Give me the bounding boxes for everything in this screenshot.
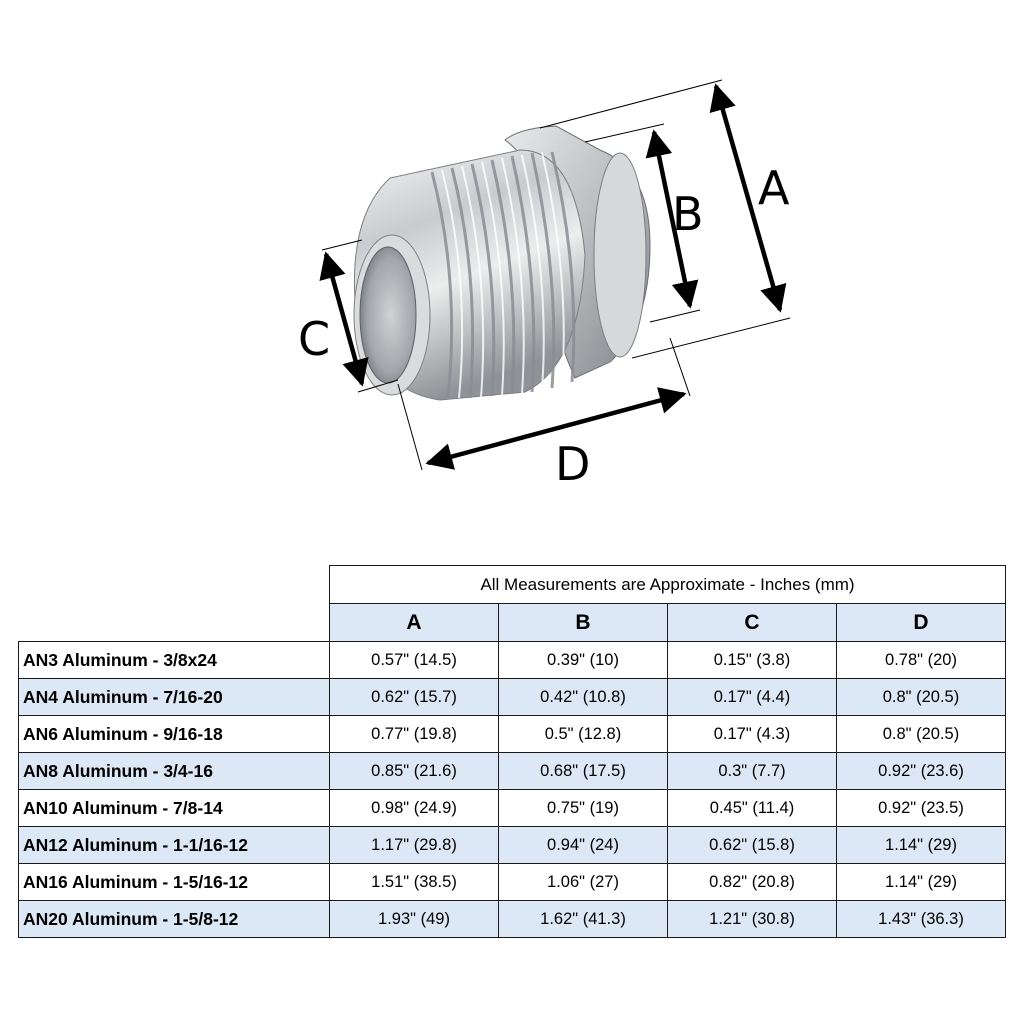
cell-a: 0.77" (19.8) <box>330 716 499 753</box>
cell-d: 0.8" (20.5) <box>837 679 1006 716</box>
cell-c: 0.3" (7.7) <box>668 753 837 790</box>
cell-b: 1.06" (27) <box>499 864 668 901</box>
table-corner-blank <box>19 566 330 604</box>
cell-a: 0.62" (15.7) <box>330 679 499 716</box>
table-caption: All Measurements are Approximate - Inches (mm) <box>330 566 1006 604</box>
cell-b: 0.75" (19) <box>499 790 668 827</box>
front-bore <box>354 235 430 395</box>
dimension-b-extension-bottom <box>650 310 700 322</box>
dimension-a-extension-top <box>540 80 722 128</box>
cell-d: 0.8" (20.5) <box>837 716 1006 753</box>
cell-b: 0.94" (24) <box>499 827 668 864</box>
cell-a: 0.85" (21.6) <box>330 753 499 790</box>
row-label: AN8 Aluminum - 3/4-16 <box>19 753 330 790</box>
cell-a: 0.57" (14.5) <box>330 642 499 679</box>
row-label: AN20 Aluminum - 1-5/8-12 <box>19 901 330 938</box>
dimension-label-d: D <box>555 437 591 491</box>
cell-d: 1.14" (29) <box>837 827 1006 864</box>
cell-b: 1.62" (41.3) <box>499 901 668 938</box>
cell-c: 0.15" (3.8) <box>668 642 837 679</box>
cell-d: 0.92" (23.5) <box>837 790 1006 827</box>
cell-d: 1.43" (36.3) <box>837 901 1006 938</box>
cell-c: 0.82" (20.8) <box>668 864 837 901</box>
cell-d: 1.14" (29) <box>837 864 1006 901</box>
cell-c: 0.45" (11.4) <box>668 790 837 827</box>
cell-c: 0.17" (4.3) <box>668 716 837 753</box>
column-header-d: D <box>837 604 1006 642</box>
dimension-label-c: C <box>298 312 331 366</box>
cell-b: 0.5" (12.8) <box>499 716 668 753</box>
table-row <box>19 679 1006 716</box>
cell-b: 0.39" (10) <box>499 642 668 679</box>
dimension-label-a: A <box>758 161 790 215</box>
row-label: AN6 Aluminum - 9/16-18 <box>19 716 330 753</box>
cell-a: 1.17" (29.8) <box>330 827 499 864</box>
dimension-d-extension-left <box>398 384 422 470</box>
cell-a: 1.93" (49) <box>330 901 499 938</box>
cell-d: 0.78" (20) <box>837 642 1006 679</box>
cell-b: 0.68" (17.5) <box>499 753 668 790</box>
row-label: AN12 Aluminum - 1-1/16-12 <box>19 827 330 864</box>
cell-a: 0.98" (24.9) <box>330 790 499 827</box>
table-row <box>19 642 1006 679</box>
dimension-d-extension-right <box>670 338 690 396</box>
cell-a: 1.51" (38.5) <box>330 864 499 901</box>
table-row <box>19 753 1006 790</box>
table-row <box>19 827 1006 864</box>
column-header-a: A <box>330 604 499 642</box>
row-label: AN3 Aluminum - 3/8x24 <box>19 642 330 679</box>
dimension-c-extension-top <box>322 240 362 250</box>
row-label: AN16 Aluminum - 1-5/16-12 <box>19 864 330 901</box>
cell-d: 0.92" (23.6) <box>837 753 1006 790</box>
dimension-a-extension-bottom <box>632 318 790 358</box>
cell-c: 1.21" (30.8) <box>668 901 837 938</box>
dimension-label-b: B <box>672 187 704 241</box>
cell-c: 0.17" (4.4) <box>668 679 837 716</box>
row-label: AN4 Aluminum - 7/16-20 <box>19 679 330 716</box>
table-row <box>19 790 1006 827</box>
cell-b: 0.42" (10.8) <box>499 679 668 716</box>
table-corner-blank <box>19 604 330 642</box>
table-row <box>19 864 1006 901</box>
table-caption-row <box>19 566 1006 604</box>
table-header-row <box>19 604 1006 642</box>
column-header-b: B <box>499 604 668 642</box>
column-header-c: C <box>668 604 837 642</box>
row-label: AN10 Aluminum - 7/8-14 <box>19 790 330 827</box>
cell-c: 0.62" (15.8) <box>668 827 837 864</box>
table-row <box>19 716 1006 753</box>
measurement-table <box>18 565 1006 938</box>
table-row <box>19 901 1006 938</box>
